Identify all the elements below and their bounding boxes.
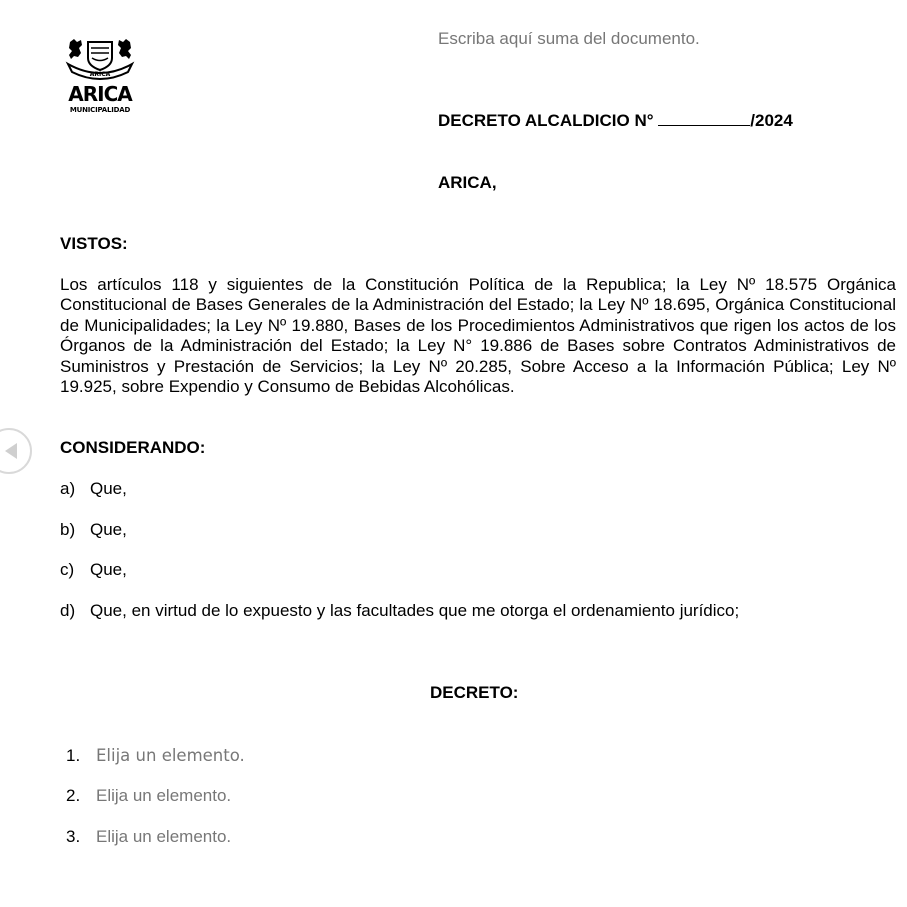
choose-item-dropdown[interactable]: Elija un elemento. — [96, 786, 232, 805]
item-label: c) — [60, 560, 75, 579]
considerando-item — [60, 520, 127, 540]
item-label: a) — [60, 479, 76, 498]
item-label: d) — [60, 601, 76, 620]
considerando-item — [60, 479, 127, 499]
decree-number-line — [438, 111, 793, 131]
item-number: 2. — [66, 786, 81, 805]
decreto-item — [66, 827, 231, 847]
item-text: Que, — [90, 479, 127, 498]
item-text: Que, en virtud de lo expuesto y las facultades que me otorga el ordenamiento jurídico; — [90, 601, 740, 620]
vistos-heading: VISTOS: — [60, 234, 128, 253]
decreto-item — [66, 746, 245, 766]
coat-of-arms-icon — [64, 38, 136, 84]
decreto-heading: DECRETO: — [430, 683, 519, 702]
considerando-item — [60, 601, 739, 621]
municipality-logo — [62, 38, 138, 118]
decreto-item — [66, 786, 231, 806]
item-number: 1. — [66, 746, 81, 765]
considerando-heading: CONSIDERANDO: — [60, 438, 206, 457]
decree-suffix: /2024 — [750, 111, 793, 130]
choose-item-dropdown[interactable]: Elija un elemento. — [96, 746, 245, 765]
decree-prefix: DECRETO ALCALDICIO N° — [438, 111, 654, 130]
choose-item-dropdown[interactable]: Elija un elemento. — [96, 827, 232, 846]
item-number: 3. — [66, 827, 81, 846]
city-date-line: ARICA, — [438, 173, 497, 192]
chevron-left-icon — [4, 442, 18, 460]
previous-page-button[interactable] — [0, 428, 32, 474]
item-label: b) — [60, 520, 76, 539]
document-summary-field[interactable]: Escriba aquí suma del documento. — [438, 29, 700, 48]
logo-subtitle: MUNICIPALIDAD — [69, 106, 131, 114]
considerando-item — [60, 560, 127, 580]
vistos-paragraph: Los artículos 118 y siguientes de la Constitución Política de la Republica; la Ley Nº 18.575 Orgánica Constitucional de Bases Generales de la Administración del Estado; la Ley Nº 18.695, Orgánica Constitucional de Municipalidades; la Ley Nº 19.880, Bases de los Procedimientos Administrativos que rigen los actos de los Órganos de la Administración del Estado; la Ley N° 19.886 de Bases sobre Contratos Administrativos de Suministros y Prestación de Servicios; la Ley Nº 20.285, Sobre Acceso a la Información Pública; Ley Nº 19.925, sobre Expendio y Consumo de Bebidas Alcohólicas. — [60, 275, 896, 397]
item-text: Que, — [90, 560, 127, 579]
logo-title: ARICA — [68, 82, 132, 106]
item-text: Que, — [90, 520, 127, 539]
decree-number-blank[interactable] — [658, 111, 750, 126]
svg-text:ARICA: ARICA — [89, 71, 111, 78]
